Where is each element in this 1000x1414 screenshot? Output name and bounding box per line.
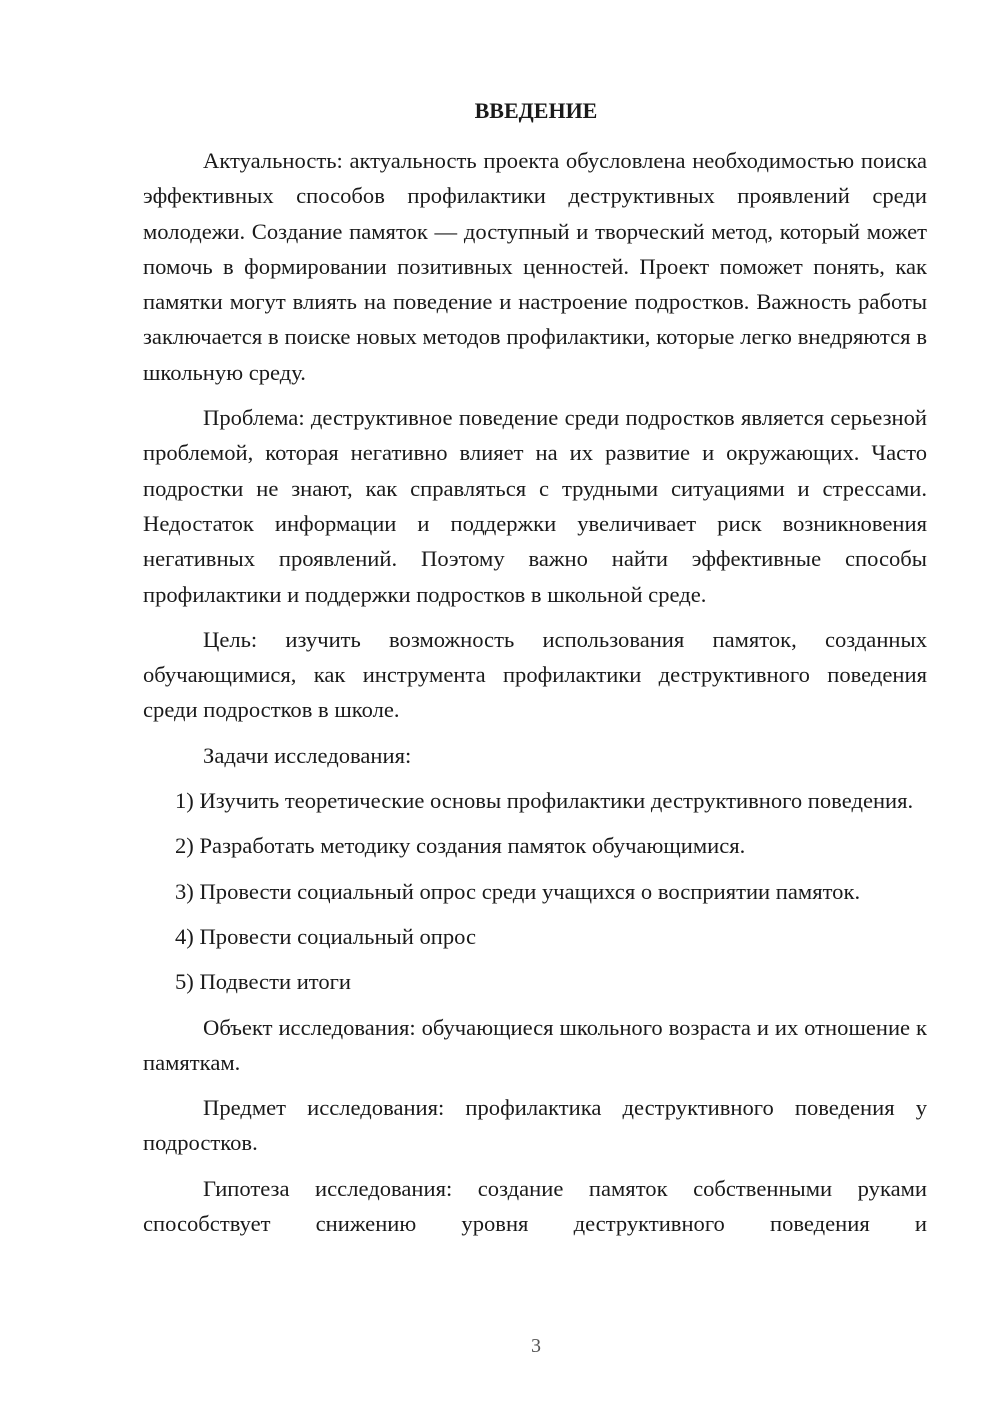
task-item: 4) Провести социальный опрос [175,923,477,949]
page-title: ВВЕДЕНИЕ [474,98,598,123]
page-number: 3 [531,1335,541,1357]
paragraph-problem: Проблема: деструктивное поведение среди подростков является серьезной проблемой, которая негативно влияет на их развитие и окружающих. Часто подростки не знают, как справляться с трудными ситуациями и стрессами. Недостаток информации и поддержки увеличивает риск возникновения негативных проявлений. Поэтому важно найти эффективные способы профилактики и поддержки подростков в школьной среде. [143,405,927,607]
task-item: 5) Подвести итоги [175,969,352,995]
paragraph-subject: Предмет исследования: профилактика деструктивного поведения у подростков. [143,1095,927,1156]
body-text [143,143,927,1241]
task-item: 2) Разработать методику создания памяток обучающимися. [175,833,746,859]
paragraph-goal: Цель: изучить возможность использования памяток, созданных обучающимися, как инструмента профилактики деструктивного поведения среди подростков в школе. [143,626,927,723]
paragraph-object: Объект исследования: обучающиеся школьного возраста и их отношение к памяткам. [143,1014,927,1075]
paragraph-tasks-heading: Задачи исследования: [203,742,412,768]
paragraph-relevance: Актуальность: актуальность проекта обусловлена необходимостью поиска эффективных способов профилактики деструктивных проявлений среди молодежи. Создание памяток — доступный и творческий метод, который может помочь в формировании позитивных ценностей. Проект поможет понять, как памятки могут влиять на поведение и настроение подростков. Важность работы заключается в поиске новых методов профилактики, которые легко внедряются в школьную среду. [143,148,927,385]
paragraph-hypothesis: Гипотеза исследования: создание памяток собственными руками способствует снижению уровня деструктивного поведения и [143,1175,927,1237]
task-item: 3) Провести социальный опрос среди учащихся о восприятии памяток. [175,878,861,904]
task-item: 1) Изучить теоретические основы профилактики деструктивного поведения. [175,788,914,814]
